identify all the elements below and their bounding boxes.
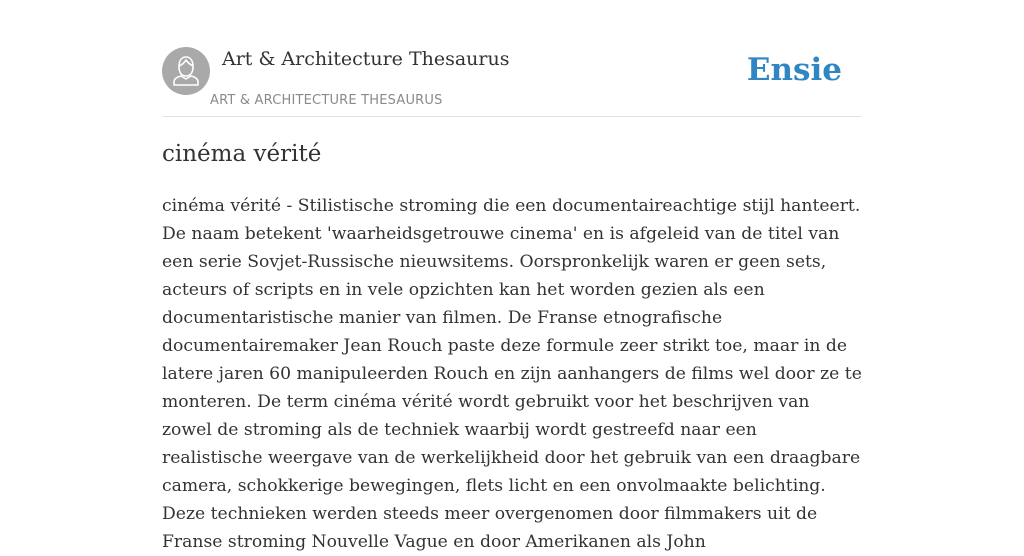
brand-logo[interactable]: Ensie (746, 52, 842, 88)
source-avatar[interactable] (162, 47, 210, 95)
source-subtitle: ART & ARCHITECTURE THESAURUS (210, 93, 443, 108)
entry-definition: cinéma vérité - Stilistische stroming die een documentaireachtige stijl hanteert. De naam betekent 'waarheidsgetrouwe cinema' en is afgeleid van de titel van een serie Sovjet-Russische nieuwsitems. Oorspronkelijk waren er geen sets, acteurs of scripts en in vele opzichten kan het worden gezien als een documentaristische manier van filmen. De Franse etnografische documentairemaker Jean Rouch paste deze formule zeer strikt toe, maar in de latere jaren 60 manipuleerden Rouch en zijn aanhangers de films wel door ze te monteren. De term cinéma vérité wordt gebruikt voor het beschrijven van zowel de stroming als de techniek waarbij wordt gestreefd naar een realistische weergave van de werkelijkheid door het gebruik van een draagbare camera, schokkerige bewegingen, flets licht en een onvolmaakte belichting. Deze technieken werden steeds meer overgenomen door filmmakers uit de Franse stroming Nouvelle Vague en door Amerikanen als John (162, 196, 862, 552)
entry-term: cinéma vérité (162, 141, 322, 167)
source-header (162, 47, 862, 117)
source-title[interactable]: Art & Architecture Thesaurus (222, 48, 510, 70)
user-icon (162, 47, 210, 95)
